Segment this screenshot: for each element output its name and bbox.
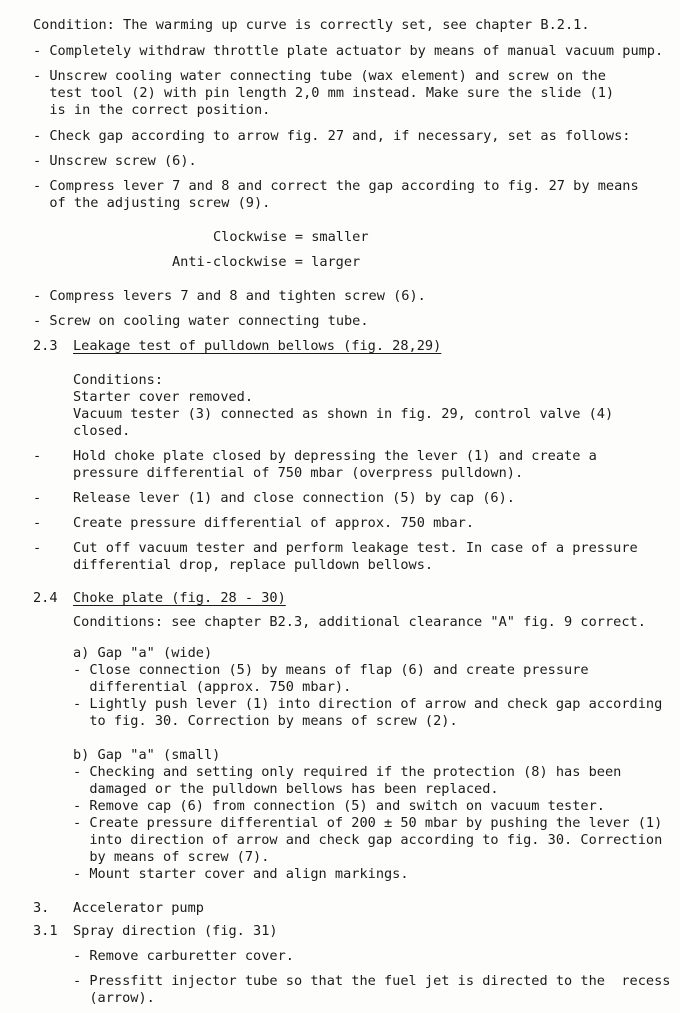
text-line: - Screw on cooling water connecting tube.	[33, 313, 369, 329]
text-line: - Compress lever 7 and 8 and correct the gap according to fig. 27 by means	[33, 178, 639, 194]
text-line: Hold choke plate closed by depressing the lever (1) and create a	[73, 448, 597, 464]
text-line: Conditions: see chapter B2.3, additional clearance "A" fig. 9 correct.	[73, 614, 646, 630]
text-line: closed.	[73, 423, 131, 439]
text-line: differential (approx. 750 mbar).	[73, 679, 352, 695]
text-line: differential drop, replace pulldown bellows.	[73, 557, 434, 573]
text-line: Anti-clockwise = larger	[172, 254, 361, 270]
section-number: 3.1	[33, 923, 58, 939]
text-line: pressure differential of 750 mbar (overpress pulldown).	[73, 465, 524, 481]
section-number: 2.4	[33, 590, 58, 606]
text-line: b) Gap "a" (small)	[73, 747, 221, 763]
text-line: - Check gap according to arrow fig. 27 and, if necessary, set as follows:	[33, 128, 631, 144]
text-line: by means of screw (7).	[73, 849, 270, 865]
text-line: - Checking and setting only required if the protection (8) has been	[73, 764, 622, 780]
list-dash: -	[33, 490, 42, 506]
text-line: Starter cover removed.	[73, 389, 254, 405]
list-dash: -	[33, 515, 42, 531]
text-line: - Lightly push lever (1) into direction of arrow and check gap according	[73, 696, 663, 712]
text-line: is in the correct position.	[33, 102, 271, 118]
section-heading: Leakage test of pulldown bellows (fig. 28,29)	[73, 338, 442, 354]
text-line: test tool (2) with pin length 2,0 mm instead. Make sure the slide (1)	[33, 85, 615, 101]
section-number: 2.3	[33, 338, 58, 354]
section-heading: Accelerator pump	[73, 900, 204, 916]
section-heading: Spray direction (fig. 31)	[73, 923, 278, 939]
text-line: into direction of arrow and check gap according to fig. 30. Correction	[73, 832, 663, 848]
text-line: Clockwise = smaller	[213, 229, 369, 245]
text-line: of the adjusting screw (9).	[33, 195, 271, 211]
text-line: - Unscrew screw (6).	[33, 153, 197, 169]
list-dash: -	[33, 540, 42, 556]
text-line: - Remove carburetter cover.	[73, 948, 294, 964]
text-line: to fig. 30. Correction by means of screw (2).	[73, 713, 458, 729]
section-number: 3.	[33, 900, 50, 916]
text-line: - Compress levers 7 and 8 and tighten screw (6).	[33, 288, 426, 304]
text-line: Create pressure differential of approx. 750 mbar.	[73, 515, 475, 531]
text-line: - Unscrew cooling water connecting tube (wax element) and screw on the	[33, 68, 606, 84]
section-heading: Choke plate (fig. 28 - 30)	[73, 590, 286, 606]
text-line: - Create pressure differential of 200 ± 50 mbar by pushing the lever (1)	[73, 815, 663, 831]
text-line: (arrow).	[73, 990, 155, 1006]
text-line: - Mount starter cover and align markings.	[73, 866, 409, 882]
text-line: Condition: The warming up curve is correctly set, see chapter B.2.1.	[33, 17, 590, 33]
text-line: Conditions:	[73, 372, 164, 388]
text-line: Vacuum tester (3) connected as shown in fig. 29, control valve (4)	[73, 406, 614, 422]
list-dash: -	[33, 448, 42, 464]
text-line: - Close connection (5) by means of flap (6) and create pressure	[73, 662, 589, 678]
text-line: Release lever (1) and close connection (5) by cap (6).	[73, 490, 515, 506]
text-line: - Remove cap (6) from connection (5) and switch on vacuum tester.	[73, 798, 605, 814]
text-line: a) Gap "a" (wide)	[73, 645, 213, 661]
text-line: - Pressfitt injector tube so that the fuel jet is directed to the recess	[73, 973, 671, 989]
text-line: - Completely withdraw throttle plate actuator by means of manual vacuum pump.	[33, 43, 664, 59]
text-line: damaged or the pulldown bellows has been replaced.	[73, 781, 499, 797]
text-line: Cut off vacuum tester and perform leakage test. In case of a pressure	[73, 540, 638, 556]
